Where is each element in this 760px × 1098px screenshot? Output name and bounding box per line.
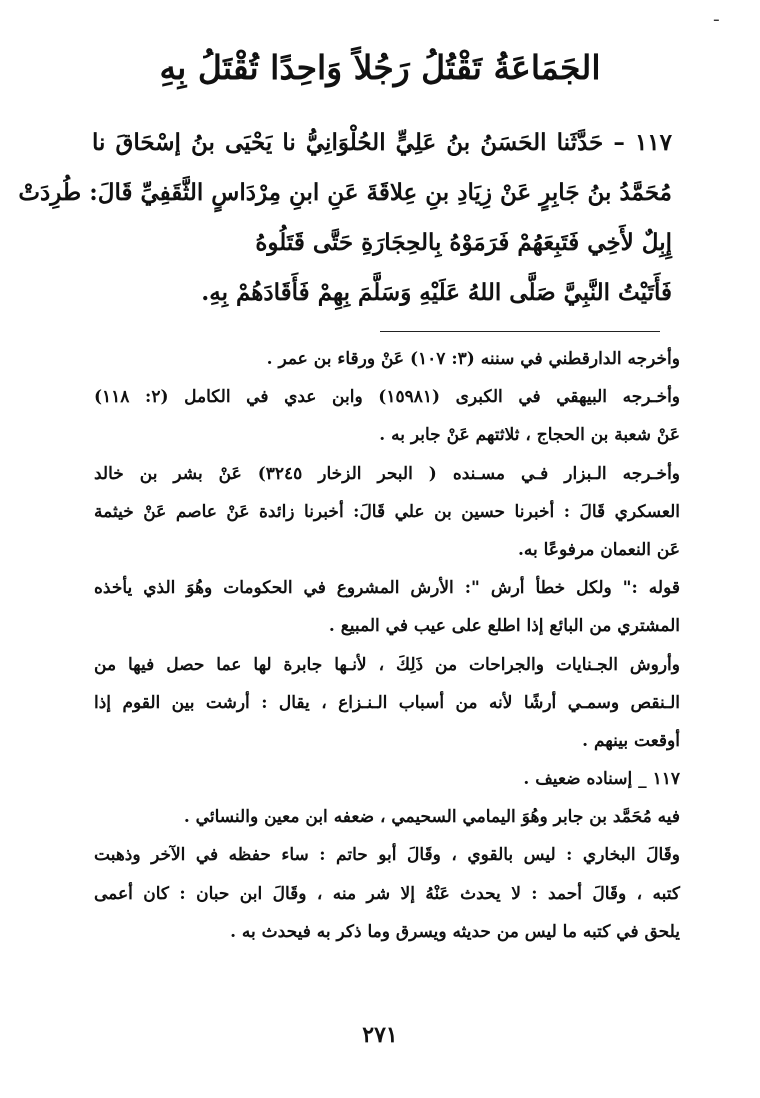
hadith-text bbox=[18, 118, 672, 318]
footnote-line: أوقعت بينهم . bbox=[582, 730, 680, 751]
footnote-line: وقَالَ البخاري : ليس بالقوي ، وقَالَ أبو حاتم : ساء حفظه في الآخر وذهبت bbox=[94, 845, 680, 866]
footnote-separator bbox=[380, 331, 660, 332]
footnote-line: قوله :" ولكل خطأ أرش ": الأرش المشروع في الحكومات وهُوَ الذي يأخذه bbox=[94, 578, 680, 599]
footnote-line: العسكري قَالَ : أخبرنا حسين بن علي قَالَ: أخبرنا زائدة عَنْ عاصم عَنْ خيثمة bbox=[94, 501, 680, 522]
footnote-line: وأخـرجه الـبزار فـي مسـنده ( البحر الزخار ٣٢٤٥) عَنْ بشر بن خالد bbox=[94, 463, 680, 484]
footnote-line: ١١٧ _ إسناده ضعيف . bbox=[523, 769, 680, 790]
footnote-line: وأخـرجه البيهقي في الكبرى (١٥٩٨١) وابن عدي في الكامل (٢: ١١٨) bbox=[94, 387, 681, 408]
footnote-line: فيه مُحَمَّد بن جابر وهُوَ اليمامي السحيمي ، ضعفه ابن معين والنسائي . bbox=[183, 807, 680, 828]
footnote-line: عَن النعمان مرفوعًا به. bbox=[517, 539, 680, 560]
footnote-line: وأخرجه الدارقطني في سننه (٣: ١٠٧) عَنْ ورقاء بن عمر . bbox=[266, 349, 680, 369]
page-number: ٢٧١ bbox=[362, 1022, 398, 1048]
hadith-line: فَأَتَيْتُ النَّبِيَّ صَلَّى اللهُ عَلَيْهِ وَسَلَّمَ بِهِمْ فَأَقَادَهُمْ بِهِ. bbox=[201, 279, 672, 306]
hadith-line: ١١٧ – حَدَّثَنا الحَسَنُ بنُ عَلِيٍّ الحُلْوَانِيُّ نا يَحْيَى بنُ إسْحَاقَ نا bbox=[92, 129, 672, 156]
corner-mark: ـ bbox=[714, 6, 719, 25]
hadith-line: مُحَمَّدُ بنُ جَابِرٍ عَنْ زِيَادِ بنِ عِلاقَةَ عَنِ ابنِ مِرْدَاسٍ الثَّقَفِيِّ قَالَ: طُرِدَتْ bbox=[18, 179, 672, 206]
footnote-line: عَنْ شعبة بن الحجاج ، ثلاثتهم عَنْ جابر به . bbox=[379, 425, 680, 446]
footnotes bbox=[94, 340, 680, 951]
footnote-line: وأروش الجـنايات والجراحات من ذَلِكَ ، لأنـها جابرة لها عما حصل فيها من bbox=[94, 654, 680, 675]
footnote-line: يلحق في كتبه ما ليس من حديثه ويسرق وما ذكر به فيحدث به . bbox=[230, 921, 680, 942]
footnote-line: كتبه ، وقَالَ أحمد : لا يحدث عَنْهُ إلا شر منه ، وقَالَ ابن حبان : كان أعمى bbox=[94, 883, 680, 904]
hadith-line: إِبِلٌ لأَخِي فَتَبِعَهُمْ فَرَمَوْهُ بِالحِجَارَةِ حَتَّى قَتَلُوهُ bbox=[255, 229, 672, 256]
footnote-line: الـنقص وسمـي أرشًا لأنه من أسباب الـنـزاع ، يقال : أرشت بين القوم إذا bbox=[94, 692, 680, 713]
footnote-line: المشتري من البائع إذا اطلع على عيب في المبيع . bbox=[328, 616, 680, 637]
chapter-title: الجَمَاعَةُ تَقْتُلُ رَجُلاً وَاحِدًا تُقْتَلُ بِهِ bbox=[159, 48, 601, 87]
